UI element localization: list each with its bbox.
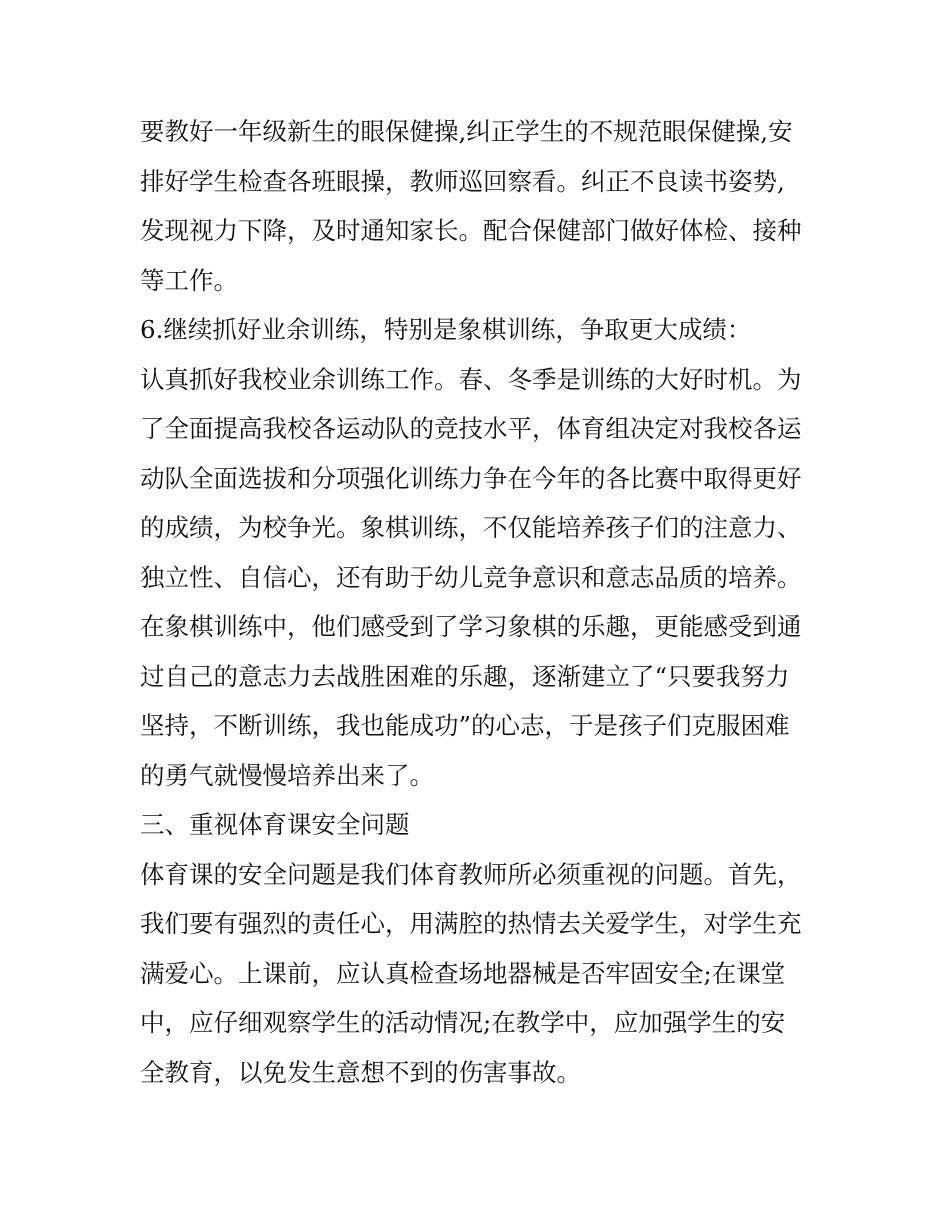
text-line-4: 等工作。 [140,265,238,295]
text-line-13: 坚持，不断训练，我也能成功”的心志，于是孩子们克服困难 [140,711,790,740]
text-line-3: 发现视力下降，及时通知家长。配合保健部门做好体检、接种 [140,216,802,245]
section-heading-6: 6.继续抓好业余训练，特别是象棋训练，争取更大成绩： [140,315,752,344]
text-line-8: 动队全面选拔和分项强化训练力争在今年的各比赛中取得更好 [140,463,802,493]
text-line-7: 了全面提高我校各运动队的竞技水平，体育组决定对我校各运 [140,414,802,443]
text-line-17: 我们要有强烈的责任心，用满腔的热情去关爱学生，对学生充 [140,909,802,938]
text-line-9: 的成绩，为校争光。象棋训练，不仅能培养孩子们的注意力、 [140,513,802,542]
section-heading-3: 三、重视体育课安全问题 [140,810,410,839]
text-line-12: 过自己的意志力去战胜困难的乐趣，逐渐建立了“只要我努力 [140,661,790,691]
text-line-6: 认真抓好我校业余训练工作。春、冬季是训练的大好时机。为 [140,364,802,394]
text-line-19: 中，应仔细观察学生的活动情况;在教学中，应加强学生的安 [140,1008,786,1037]
text-line-20: 全教育，以免发生意想不到的伤害事故。 [140,1057,581,1087]
text-line-16: 体育课的安全问题是我们体育教师所必须重视的问题。首先， [140,859,802,889]
text-line-2: 排好学生检查各班眼操，教师巡回察看。纠正不良读书姿势, [140,166,785,196]
text-line-18: 满爱心。上课前，应认真检查场地器械是否牢固安全;在课堂 [140,958,786,988]
text-line-10: 独立性、自信心，还有助于幼儿竞争意识和意志品质的培养。 [140,562,802,592]
document-body [140,107,820,1097]
text-line-14: 的勇气就慢慢培养出来了。 [140,760,434,790]
text-line-1: 要教好一年级新生的眼保健操,纠正学生的不规范眼保健操,安 [140,117,793,146]
text-line-11: 在象棋训练中，他们感受到了学习象棋的乐趣，更能感受到通 [140,612,802,641]
